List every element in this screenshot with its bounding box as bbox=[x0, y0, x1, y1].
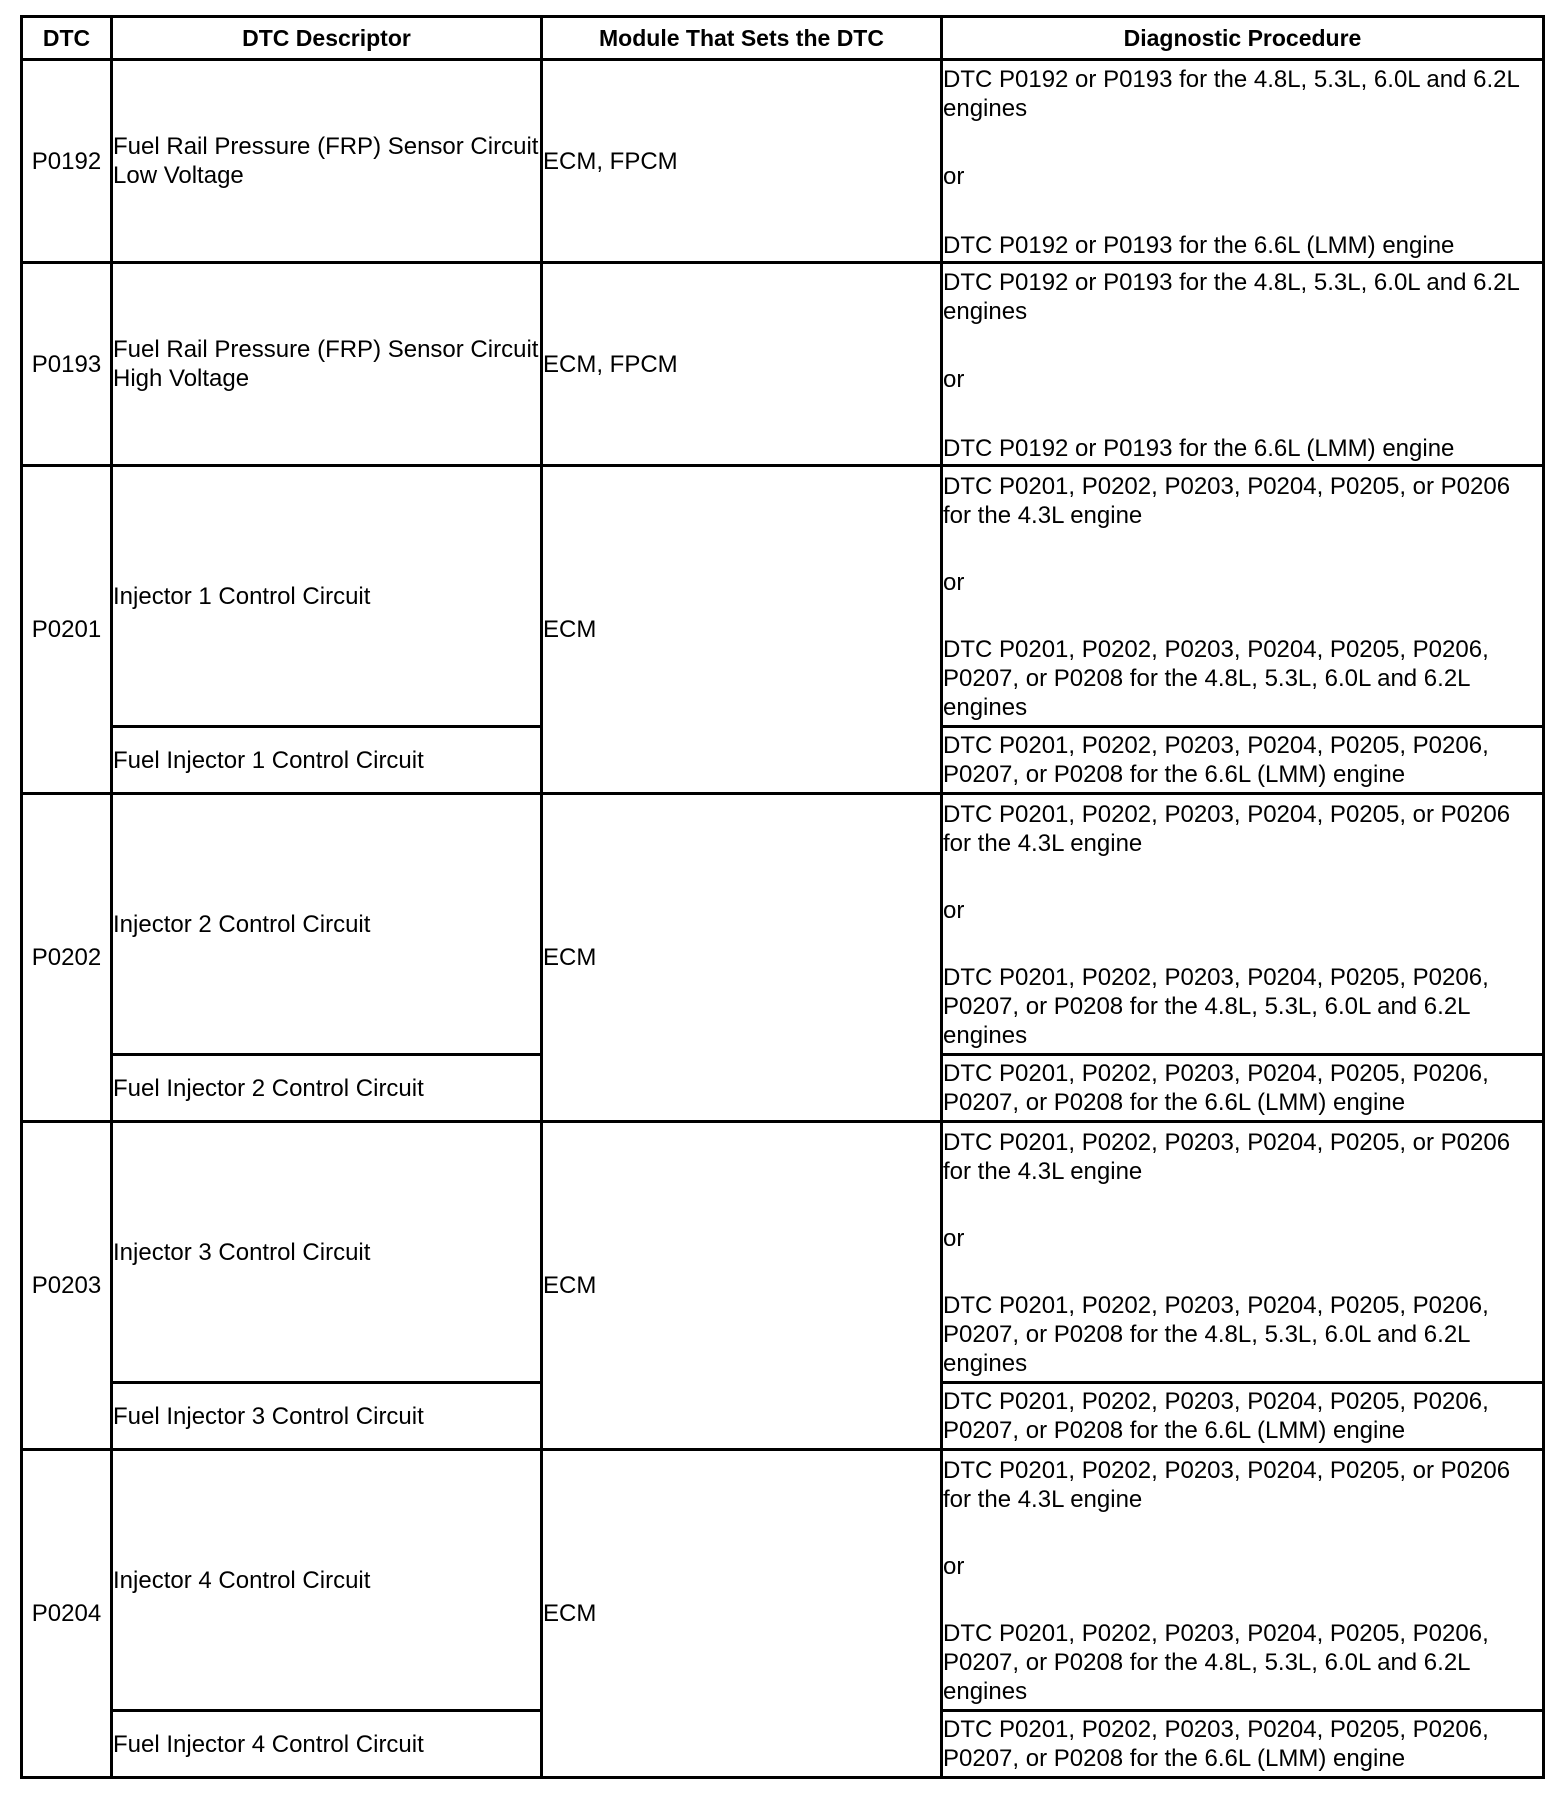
dtc-code: P0204 bbox=[22, 1450, 112, 1778]
dtc-module: ECM, FPCM bbox=[542, 263, 942, 466]
table-row bbox=[22, 263, 1544, 466]
dtc-code: P0202 bbox=[22, 794, 112, 1122]
dtc-module: ECM, FPCM bbox=[542, 60, 942, 263]
table-row bbox=[22, 1450, 1544, 1711]
dtc-module: ECM bbox=[542, 466, 942, 794]
procedure-or: or bbox=[943, 1225, 965, 1252]
header-module: Module That Sets the DTC bbox=[542, 17, 942, 60]
header-dtc: DTC bbox=[22, 17, 112, 60]
dtc-code: P0193 bbox=[22, 263, 112, 466]
procedure-or: or bbox=[943, 163, 965, 190]
procedure-link[interactable]: DTC P0192 or P0193 for the 6.6L (LMM) engine bbox=[943, 434, 1455, 462]
table-row bbox=[22, 466, 1544, 727]
dtc-descriptor: Fuel Rail Pressure (FRP) Sensor Circuit Low Voltage bbox=[112, 60, 542, 263]
diagnostic-procedure bbox=[942, 794, 1544, 1055]
procedure-or: or bbox=[943, 897, 965, 924]
header-row bbox=[22, 17, 1544, 60]
dtc-module: ECM bbox=[542, 794, 942, 1122]
procedure-link[interactable]: DTC P0201, P0202, P0203, P0204, P0205, P0206, P0207, or P0208 for the 4.8L, 5.3L, 6.0L and 6.2L engines bbox=[943, 964, 1489, 1049]
dtc-code: P0201 bbox=[22, 466, 112, 794]
procedure-or: or bbox=[943, 1553, 965, 1580]
procedure-link[interactable]: DTC P0201, P0202, P0203, P0204, P0205, or P0206 for the 4.3L engine bbox=[943, 1457, 1511, 1513]
procedure-link[interactable]: DTC P0201, P0202, P0203, P0204, P0205, P0206, P0207, or P0208 for the 6.6L (LMM) engine bbox=[943, 1060, 1489, 1116]
procedure-link[interactable]: DTC P0192 or P0193 for the 4.8L, 5.3L, 6.0L and 6.2L engines bbox=[943, 65, 1519, 122]
dtc-descriptor: Injector 3 Control Circuit bbox=[112, 1122, 542, 1383]
dtc-descriptor: Fuel Injector 2 Control Circuit bbox=[112, 1055, 542, 1122]
procedure-link[interactable]: DTC P0201, P0202, P0203, P0204, P0205, P0206, P0207, or P0208 for the 6.6L (LMM) engine bbox=[943, 1388, 1489, 1444]
procedure-link[interactable]: DTC P0192 or P0193 for the 6.6L (LMM) engine bbox=[943, 231, 1455, 259]
dtc-code: P0192 bbox=[22, 60, 112, 263]
diagnostic-procedure bbox=[942, 60, 1544, 263]
dtc-table bbox=[20, 15, 1545, 1779]
procedure-link[interactable]: DTC P0201, P0202, P0203, P0204, P0205, P0206, P0207, or P0208 for the 6.6L (LMM) engine bbox=[943, 1716, 1489, 1772]
dtc-descriptor: Fuel Rail Pressure (FRP) Sensor Circuit High Voltage bbox=[112, 263, 542, 466]
diagnostic-procedure bbox=[942, 1122, 1544, 1383]
table-row bbox=[22, 1122, 1544, 1383]
dtc-code: P0203 bbox=[22, 1122, 112, 1450]
procedure-link[interactable]: DTC P0192 or P0193 for the 4.8L, 5.3L, 6.0L and 6.2L engines bbox=[943, 268, 1519, 325]
procedure-link[interactable]: DTC P0201, P0202, P0203, P0204, P0205, or P0206 for the 4.3L engine bbox=[943, 1129, 1511, 1185]
dtc-descriptor: Injector 1 Control Circuit bbox=[112, 466, 542, 727]
diagnostic-procedure bbox=[942, 466, 1544, 727]
dtc-descriptor: Fuel Injector 3 Control Circuit bbox=[112, 1383, 542, 1450]
procedure-link[interactable]: DTC P0201, P0202, P0203, P0204, P0205, P0206, P0207, or P0208 for the 6.6L (LMM) engine bbox=[943, 732, 1489, 788]
procedure-or: or bbox=[943, 366, 965, 393]
dtc-descriptor: Injector 2 Control Circuit bbox=[112, 794, 542, 1055]
dtc-module: ECM bbox=[542, 1450, 942, 1778]
diagnostic-procedure bbox=[942, 263, 1544, 466]
diagnostic-procedure bbox=[942, 727, 1544, 794]
diagnostic-procedure bbox=[942, 1711, 1544, 1778]
table-row bbox=[22, 794, 1544, 1055]
procedure-link[interactable]: DTC P0201, P0202, P0203, P0204, P0205, or P0206 for the 4.3L engine bbox=[943, 473, 1511, 529]
header-descriptor: DTC Descriptor bbox=[112, 17, 542, 60]
procedure-or: or bbox=[943, 569, 965, 596]
procedure-link[interactable]: DTC P0201, P0202, P0203, P0204, P0205, P0206, P0207, or P0208 for the 4.8L, 5.3L, 6.0L and 6.2L engines bbox=[943, 1292, 1489, 1377]
header-procedure: Diagnostic Procedure bbox=[942, 17, 1544, 60]
diagnostic-procedure bbox=[942, 1450, 1544, 1711]
procedure-link[interactable]: DTC P0201, P0202, P0203, P0204, P0205, or P0206 for the 4.3L engine bbox=[943, 801, 1511, 857]
procedure-link[interactable]: DTC P0201, P0202, P0203, P0204, P0205, P0206, P0207, or P0208 for the 4.8L, 5.3L, 6.0L and 6.2L engines bbox=[943, 636, 1489, 721]
dtc-descriptor: Fuel Injector 1 Control Circuit bbox=[112, 727, 542, 794]
procedure-link[interactable]: DTC P0201, P0202, P0203, P0204, P0205, P0206, P0207, or P0208 for the 4.8L, 5.3L, 6.0L and 6.2L engines bbox=[943, 1620, 1489, 1705]
diagnostic-procedure bbox=[942, 1055, 1544, 1122]
dtc-descriptor: Injector 4 Control Circuit bbox=[112, 1450, 542, 1711]
dtc-module: ECM bbox=[542, 1122, 942, 1450]
table-row bbox=[22, 60, 1544, 263]
dtc-descriptor: Fuel Injector 4 Control Circuit bbox=[112, 1711, 542, 1778]
diagnostic-procedure bbox=[942, 1383, 1544, 1450]
